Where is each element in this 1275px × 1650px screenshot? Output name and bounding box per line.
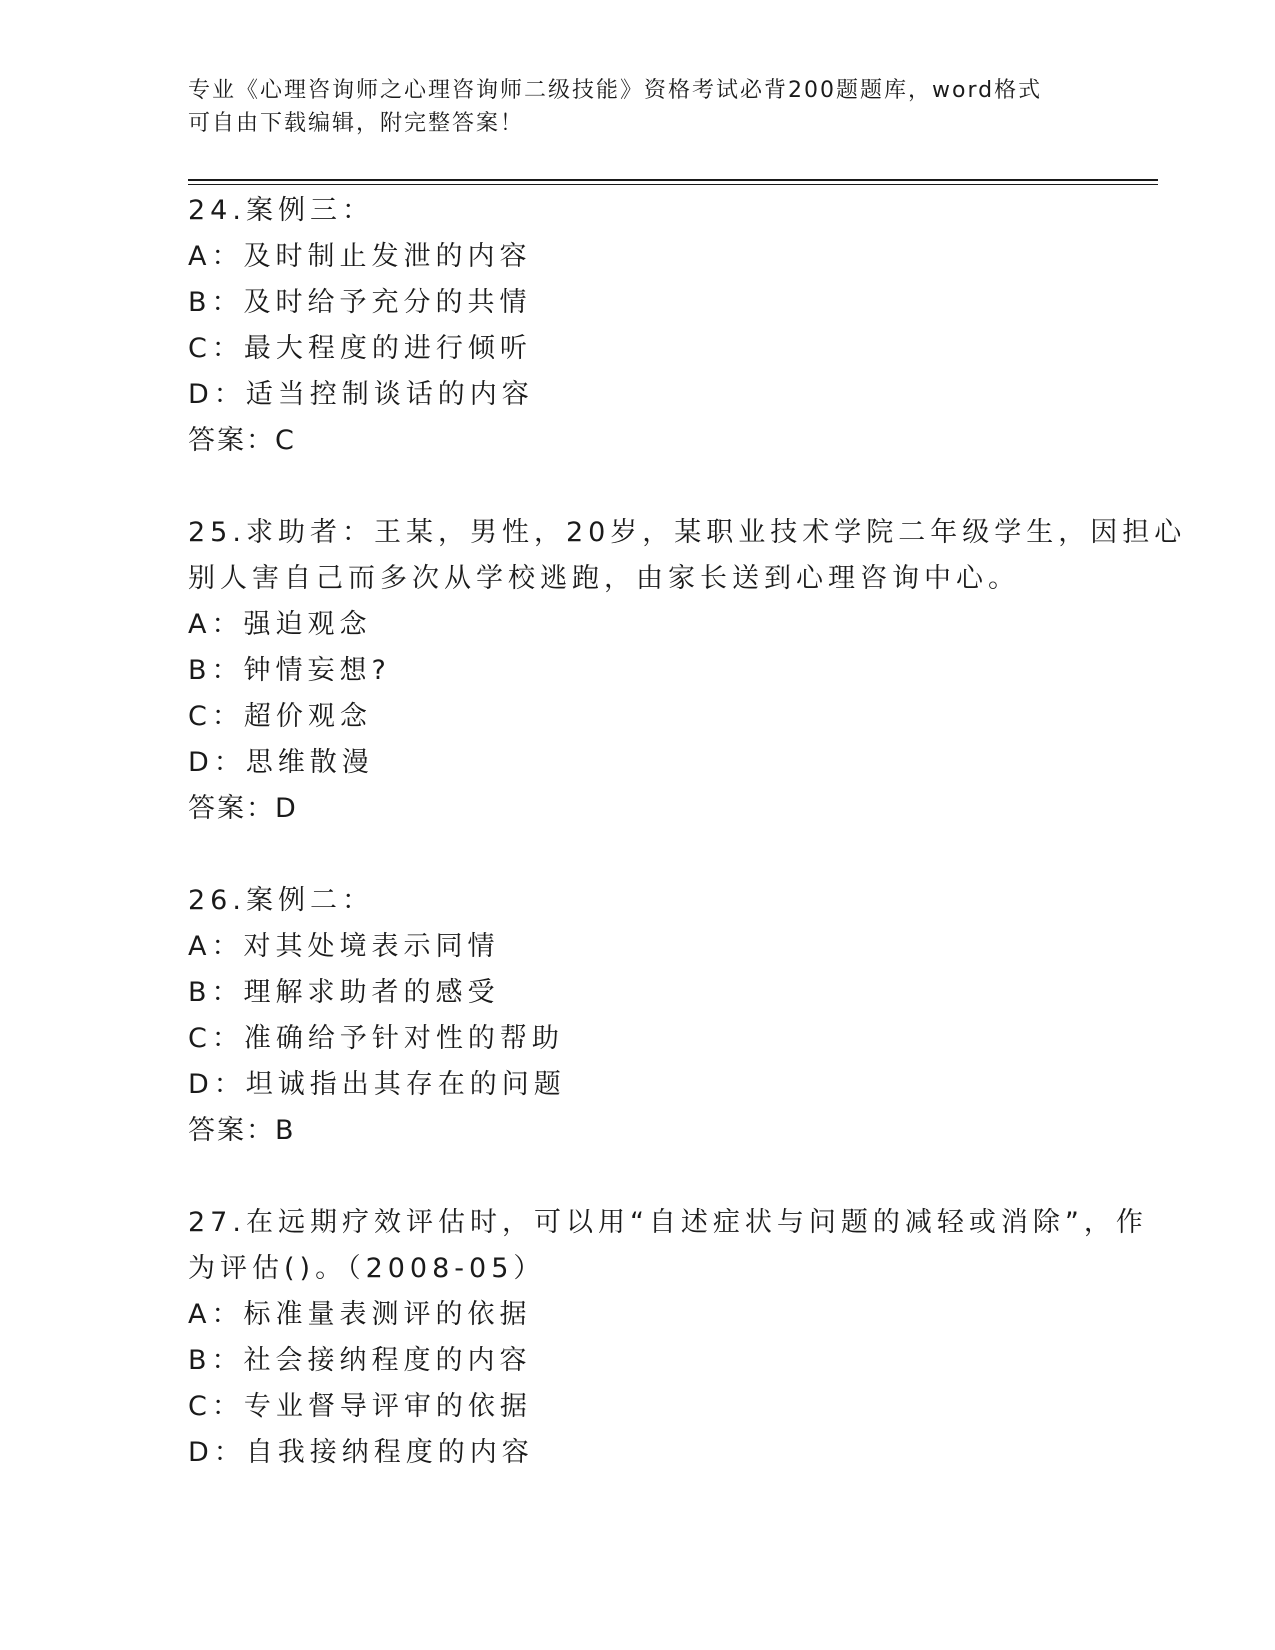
option-a: A：标准量表测评的依据 xyxy=(188,1299,532,1330)
answer-label: 答案：C xyxy=(188,425,296,456)
question-stem: 27.在远期疗效评估时，可以用“自述症状与问题的减轻或消除”，作 xyxy=(188,1207,1148,1238)
header-divider-thick xyxy=(188,179,1158,181)
question-stem-continued: 别人害自己而多次从学校逃跑，由家长送到心理咨询中心。 xyxy=(188,563,1020,594)
spacer xyxy=(188,464,1088,510)
option-c: C：专业督导评审的依据 xyxy=(188,1391,532,1422)
answer-label: 答案：B xyxy=(188,1115,296,1146)
option-d: D：思维散漫 xyxy=(188,747,374,778)
option-b: B：及时给予充分的共情 xyxy=(188,287,532,318)
option-a: A：及时制止发泄的内容 xyxy=(188,241,532,272)
option-b: B：钟情妄想? xyxy=(188,655,391,686)
option-d: D：坦诚指出其存在的问题 xyxy=(188,1069,566,1100)
option-c: C：最大程度的进行倾听 xyxy=(188,333,532,364)
question-24 xyxy=(188,188,1088,464)
question-25 xyxy=(188,510,1187,832)
question-26 xyxy=(188,878,1088,1154)
option-a: A：对其处境表示同情 xyxy=(188,931,500,962)
question-stem: 25.求助者：王某，男性，20岁，某职业技术学院二年级学生，因担心 xyxy=(188,517,1187,548)
option-d: D：自我接纳程度的内容 xyxy=(188,1437,534,1468)
question-stem: 26.案例二： xyxy=(188,885,374,916)
spacer xyxy=(188,832,1088,878)
question-list xyxy=(188,188,1187,1476)
question-stem: 24.案例三： xyxy=(188,195,374,226)
option-a: A：强迫观念 xyxy=(188,609,372,640)
header-line-1: 专业《心理咨询师之心理咨询师二级技能》资格考试必背200题题库，word格式 xyxy=(188,78,1043,103)
option-b: B：社会接纳程度的内容 xyxy=(188,1345,532,1376)
option-c: C：准确给予针对性的帮助 xyxy=(188,1023,564,1054)
header-line-2: 可自由下载编辑，附完整答案！ xyxy=(188,111,525,136)
question-27 xyxy=(188,1200,1148,1476)
document-header xyxy=(188,74,1088,140)
option-b: B：理解求助者的感受 xyxy=(188,977,500,1008)
spacer xyxy=(188,1154,1088,1200)
question-stem-continued: 为评估()。（2008-05） xyxy=(188,1253,546,1284)
option-c: C：超价观念 xyxy=(188,701,372,732)
option-d: D：适当控制谈话的内容 xyxy=(188,379,534,410)
header-divider-thin xyxy=(188,184,1158,185)
answer-label: 答案：D xyxy=(188,793,298,824)
